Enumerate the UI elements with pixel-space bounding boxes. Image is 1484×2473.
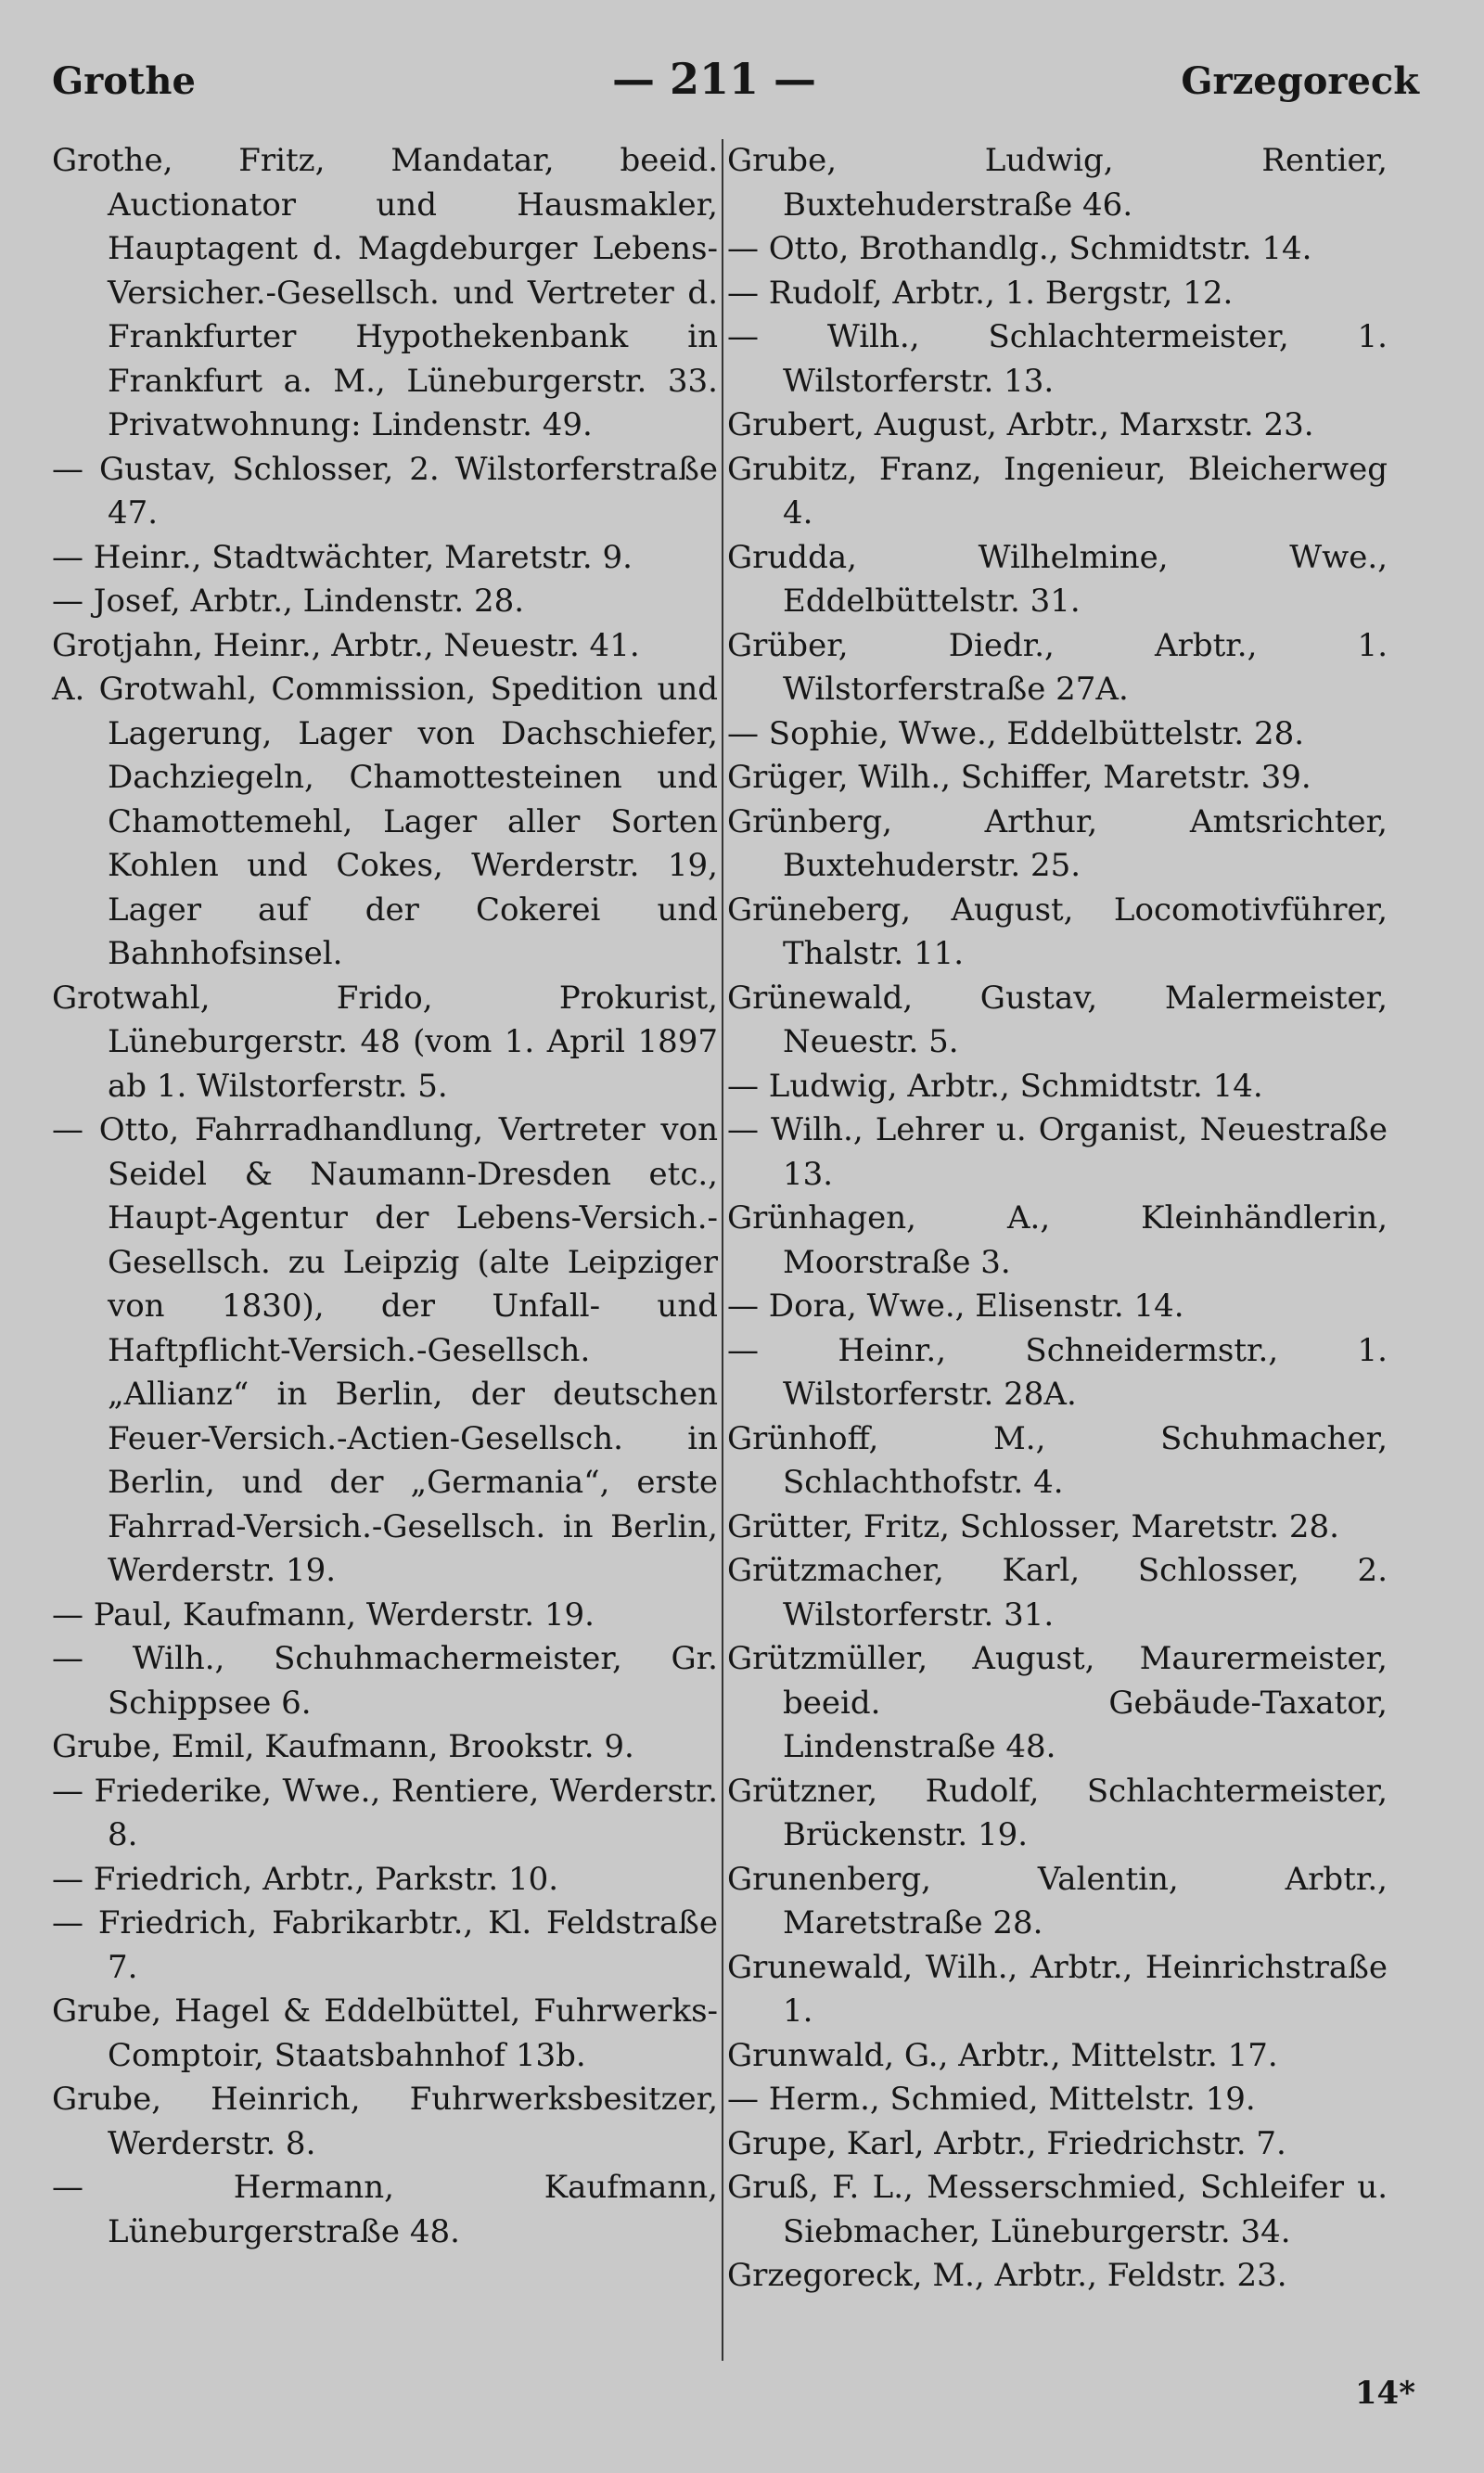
page-number: — 211 — bbox=[611, 54, 817, 104]
directory-entry: Grünhagen, A., Kleinhändlerin, Moorstraße 3. bbox=[727, 1199, 1388, 1281]
directory-entry: — Dora, Wwe., Elisenstr. 14. bbox=[727, 1288, 1184, 1325]
directory-entry: — Josef, Arbtr., Lindenstr. 28. bbox=[52, 583, 525, 620]
directory-entry: Grube, Ludwig, Rentier, Buxtehuderstraße 46. bbox=[727, 142, 1388, 224]
directory-entry: — Friederike, Wwe., Rentiere, Werderstr. 8. bbox=[52, 1772, 718, 1853]
directory-entry: Grubert, August, Arbtr., Marxstr. 23. bbox=[727, 406, 1314, 443]
directory-entry: — Gustav, Schlosser, 2. Wilstorferstraße 47. bbox=[52, 450, 718, 532]
directory-entry: Grütter, Fritz, Schlosser, Maretstr. 28. bbox=[727, 1507, 1339, 1545]
directory-entry: — Paul, Kaufmann, Werderstr. 19. bbox=[52, 1595, 595, 1634]
directory-entry: — Herm., Schmied, Mittelstr. 19. bbox=[727, 2081, 1256, 2118]
directory-entry: Grzegoreck, M., Arbtr., Feldstr. 23. bbox=[727, 2257, 1287, 2294]
directory-entry: Grube, Emil, Kaufmann, Brookstr. 9. bbox=[52, 1728, 634, 1765]
directory-entry: Grüber, Diedr., Arbtr., 1. Wilstorferstraße 27A. bbox=[727, 626, 1388, 708]
directory-entry: Grudda, Wilhelmine, Wwe., Eddelbüttelstr. 31. bbox=[727, 538, 1388, 620]
directory-entry: Grünberg, Arthur, Amtsrichter, Buxtehuderstr. 25. bbox=[727, 802, 1388, 884]
left-column bbox=[52, 139, 718, 2254]
directory-entry: Grubitz, Franz, Ingenieur, Bleicherweg 4. bbox=[727, 450, 1388, 532]
directory-entry: Grupe, Karl, Arbtr., Friedrichstr. 7. bbox=[727, 2124, 1286, 2162]
directory-entry: — Friedrich, Fabrikarbtr., Kl. Feldstraße 7. bbox=[52, 1904, 718, 1986]
directory-entry: — Wilh., Schuhmachermeister, Gr. Schippsee 6. bbox=[52, 1640, 718, 1722]
directory-entry: Grüneberg, August, Locomotivführer, Thalstr. 11. bbox=[727, 891, 1388, 972]
directory-entry: — Wilh., Lehrer u. Organist, Neuestraße 13. bbox=[727, 1111, 1388, 1193]
directory-entry: — Otto, Fahrradhandlung, Vertreter von Seidel & Naumann-Dresden etc., Haupt-Agentur der Lebens-Versich.-Gesellsch. zu Leipzig (alte Leipziger von 1830), der Unfall- und Haftpflicht-Versich.-Gesellsch. „Allianz“ in Berlin, der deutschen Feuer-Versich.-Actien-Gesellsch. in Berlin, und der „Germania“, erste Fahrrad-Versich.-Gesellsch. in Berlin, Werderstr. 19. bbox=[52, 1111, 718, 1589]
running-head-left: Grothe bbox=[52, 59, 196, 103]
directory-entry: — Rudolf, Arbtr., 1. Bergstr, 12. bbox=[727, 274, 1234, 312]
directory-entry: — Hermann, Kaufmann, Lüneburgerstraße 48. bbox=[52, 2169, 718, 2250]
directory-entry: Grünewald, Gustav, Malermeister, Neuestr. 5. bbox=[727, 979, 1388, 1060]
directory-entry: Grube, Heinrich, Fuhrwerksbesitzer, Werderstr. 8. bbox=[52, 2081, 718, 2162]
column-divider bbox=[722, 139, 723, 2361]
directory-entry: Grunewald, Wilh., Arbtr., Heinrichstraße 1. bbox=[727, 1948, 1388, 2030]
directory-entry: Grützmacher, Karl, Schlosser, 2. Wilstorferstr. 31. bbox=[727, 1552, 1388, 1634]
directory-entry: Grotjahn, Heinr., Arbtr., Neuestr. 41. bbox=[52, 626, 640, 664]
directory-entry: Grotwahl, Frido, Prokurist, Lüneburgerstr. 48 (vom 1. April 1897 ab 1. Wilstorferstr. 5. bbox=[52, 979, 718, 1105]
directory-entry: Grothe, Fritz, Mandatar, beeid. Auctionator und Hausmakler, Hauptagent d. Magdeburger Lebens-Versicher.-Gesellsch. und Vertreter d. Frankfurter Hypothekenbank in Frankfurt a. M., Lüneburgerstr. 33. Privatwohnung: Lindenstr. 49. bbox=[52, 142, 718, 443]
directory-entry: Grützner, Rudolf, Schlachtermeister, Brückenstr. 19. bbox=[727, 1772, 1388, 1853]
directory-entry: — Otto, Brothandlg., Schmidtstr. 14. bbox=[727, 230, 1312, 267]
directory-entry: A. Grotwahl, Commission, Spedition und Lagerung, Lager von Dachschiefer, Dachziegeln, Chamottesteinen und Chamottemehl, Lager aller Sorten Kohlen und Cokes, Werderstr. 19, Lager auf der Cokerei und Bahnhofsinsel. bbox=[52, 671, 718, 972]
directory-entry: Grunwald, G., Arbtr., Mittelstr. 17. bbox=[727, 2036, 1278, 2074]
directory-entry: Grüger, Wilh., Schiffer, Maretstr. 39. bbox=[727, 759, 1311, 796]
directory-entry: Grützmüller, August, Maurermeister, beeid. Gebäude-Taxator, Lindenstraße 48. bbox=[727, 1640, 1388, 1765]
running-head-right: Grzegoreck bbox=[1181, 59, 1419, 103]
directory-entry: Grünhoff, M., Schuhmacher, Schlachthofstr. 4. bbox=[727, 1419, 1388, 1501]
sheet-signature: 14* bbox=[1354, 2375, 1415, 2412]
directory-entry: — Heinr., Stadtwächter, Maretstr. 9. bbox=[52, 538, 633, 576]
directory-entry: — Sophie, Wwe., Eddelbüttelstr. 28. bbox=[727, 714, 1305, 752]
directory-entry: Gruß, F. L., Messerschmied, Schleifer u. Siebmacher, Lüneburgerstr. 34. bbox=[727, 2169, 1388, 2250]
directory-entry: Grunenberg, Valentin, Arbtr., Maretstraße 28. bbox=[727, 1860, 1388, 1941]
directory-entry: Grube, Hagel & Eddelbüttel, Fuhrwerks-Comptoir, Staatsbahnhof 13b. bbox=[52, 1992, 718, 2074]
right-column bbox=[727, 139, 1388, 2299]
directory-entry: — Heinr., Schneidermstr., 1. Wilstorferstr. 28A. bbox=[727, 1331, 1388, 1413]
directory-entry: — Ludwig, Arbtr., Schmidtstr. 14. bbox=[727, 1067, 1263, 1105]
directory-entry: — Wilh., Schlachtermeister, 1. Wilstorferstr. 13. bbox=[727, 318, 1388, 400]
directory-entry: — Friedrich, Arbtr., Parkstr. 10. bbox=[52, 1860, 559, 1898]
